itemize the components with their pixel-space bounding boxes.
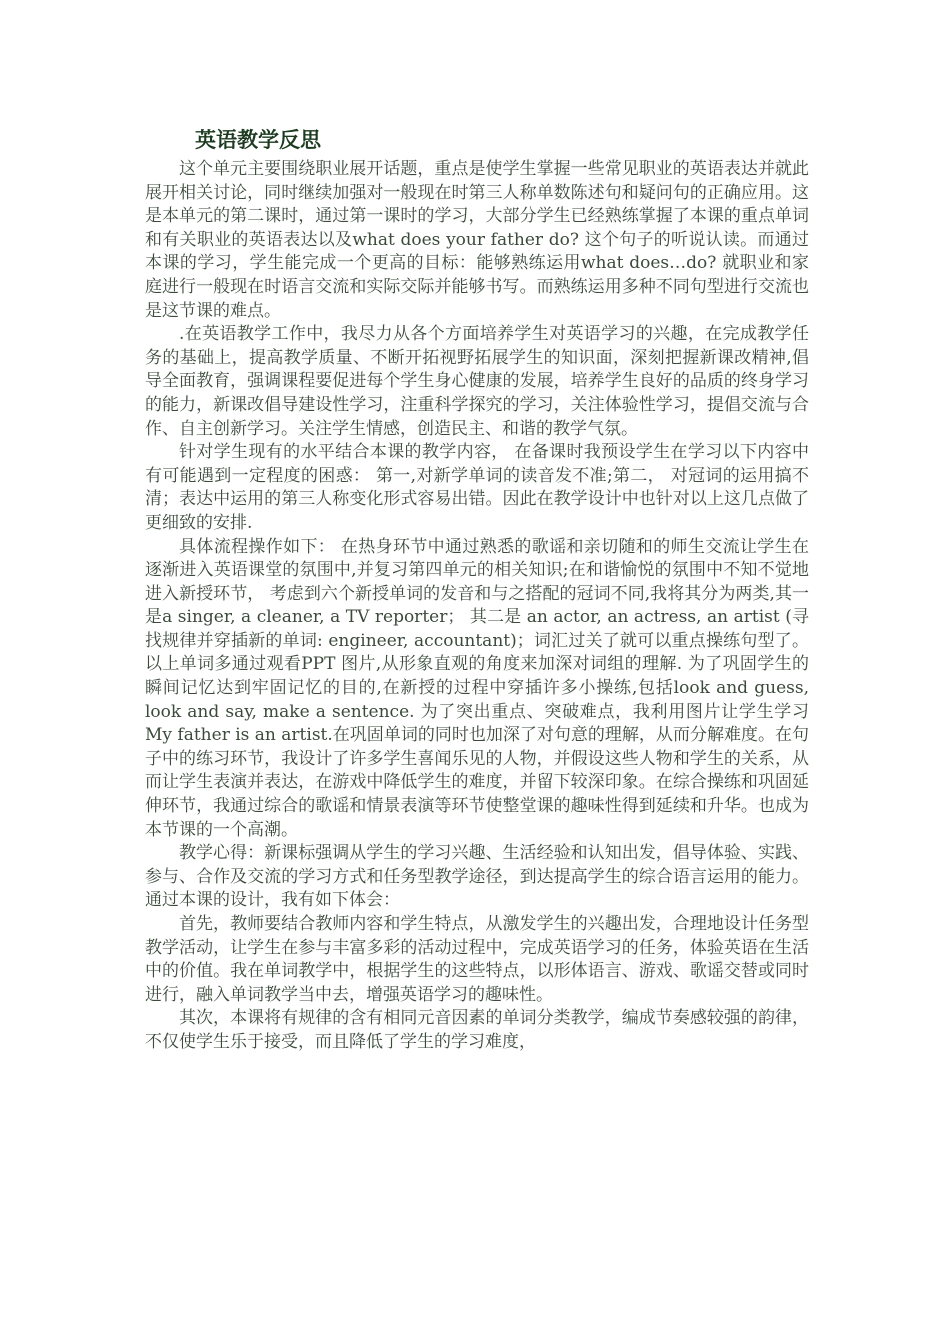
paragraph-unit-overview: 这个单元主要围绕职业展开话题，重点是使学生掌握一些常见职业的英语表达并就此展开相关讨论，同时继续加强对一般现在时第三人称单数陈述句和疑问句的正确应用。这是本单元的第二课时，通过第一课时的学习，大部分学生已经熟练掌握了本课的重点单词和有关职业的英语表达以及what does your father do? 这个句子的听说认读。而通过本课的学习，学生能完成一个更高的目标：能够熟练运用what does…do? 就职业和家庭进行一般现在时语言交流和实际交际并能够书写。而熟练运用多种不同句型进行交流也是这节课的难点。 (145, 159, 809, 321)
paragraph-first-insight: 首先，教师要结合教师内容和学生特点，从激发学生的兴趣出发，合理地设计任务型教学活动，让学生在参与丰富多彩的活动过程中，完成英语学习的任务，体验英语在生活中的价值。我在单词教学中，根据学生的这些特点，以形体语言、游戏、歌谣交替或同时进行，融入单词教学当中去，增强英语学习的趣味性。 (145, 914, 809, 1005)
paragraph-lesson-procedure: 具体流程操作如下： 在热身环节中通过熟悉的歌谣和亲切随和的师生交流让学生在逐渐进入英语课堂的氛围中,并复习第四单元的相关知识;在和谐愉悦的氛围中不知不觉地进入新授环节， 考虑到六个新授单词的发音和与之搭配的冠词不同,我将其分为两类,其一是a singer, a cleaner, a TV reporter； 其二是 an actor, an actress, an artist (寻找规律并穿插新的单词: engineer, accountant)；词汇过关了就可以重点操练句型了。以上单词多通过观看PPT 图片,从形象直观的角度来加深对词组的理解. 为了巩固学生的瞬间记忆达到牢固记忆的目的,在新授的过程中穿插许多小操练,包括look and guess, look and say, make a sentence. 为了突出重点、突破难点，我利用图片让学生学习My father is an artist.在巩固单词的同时也加深了对句意的理解，从而分解难度。在句子中的练习环节，我设计了许多学生喜闻乐见的人物，并假设这些人物和学生的关系，从而让学生表演并表达，在游戏中降低学生的难度，并留下较深印象。在综合操练和巩固延伸环节，我通过综合的歌谣和情景表演等环节使整堂课的趣味性得到延续和升华。也成为本节课的一个高潮。 (145, 536, 809, 840)
document-body (145, 158, 809, 1055)
paragraph-teaching-insights: 教学心得：新课标强调从学生的学习兴趣、生活经验和认知出发，倡导体验、实践、参与、合作及交流的学习方式和任务型教学途径，到达提高学生的综合语言运用的能力。通过本课的设计，我有如下体会： (145, 843, 809, 911)
document-title: 英语教学反思 (195, 128, 321, 152)
paragraph-second-insight: 其次，本课将有规律的含有相同元音因素的单词分类教学，编成节奏感较强的韵律，不仅使学生乐于接受，而且降低了学生的学习难度， (145, 1008, 809, 1052)
paragraph-teaching-philosophy: .在英语教学工作中，我尽力从各个方面培养学生对英语学习的兴趣，在完成教学任务的基础上，提高教学质量、不断开拓视野拓展学生的知识面，深刻把握新课改精神,倡导全面教育，强调课程要促进每个学生身心健康的发展，培养学生良好的品质的终身学习的能力，新课改倡导建设性学习，注重科学探究的学习，关注体验性学习，提倡交流与合作、自主创新学习。关注学生情感，创造民主、和谐的教学气氛。 (145, 324, 809, 439)
paragraph-student-difficulties: 针对学生现有的水平结合本课的教学内容， 在备课时我预设学生在学习以下内容中有可能遇到一定程度的困惑： 第一,对新学单词的读音发不准;第二， 对冠词的运用搞不清；表达中运用的第三人称变化形式容易出错。因此在教学设计中也针对以上这几点做了更细致的安排. (145, 442, 809, 533)
